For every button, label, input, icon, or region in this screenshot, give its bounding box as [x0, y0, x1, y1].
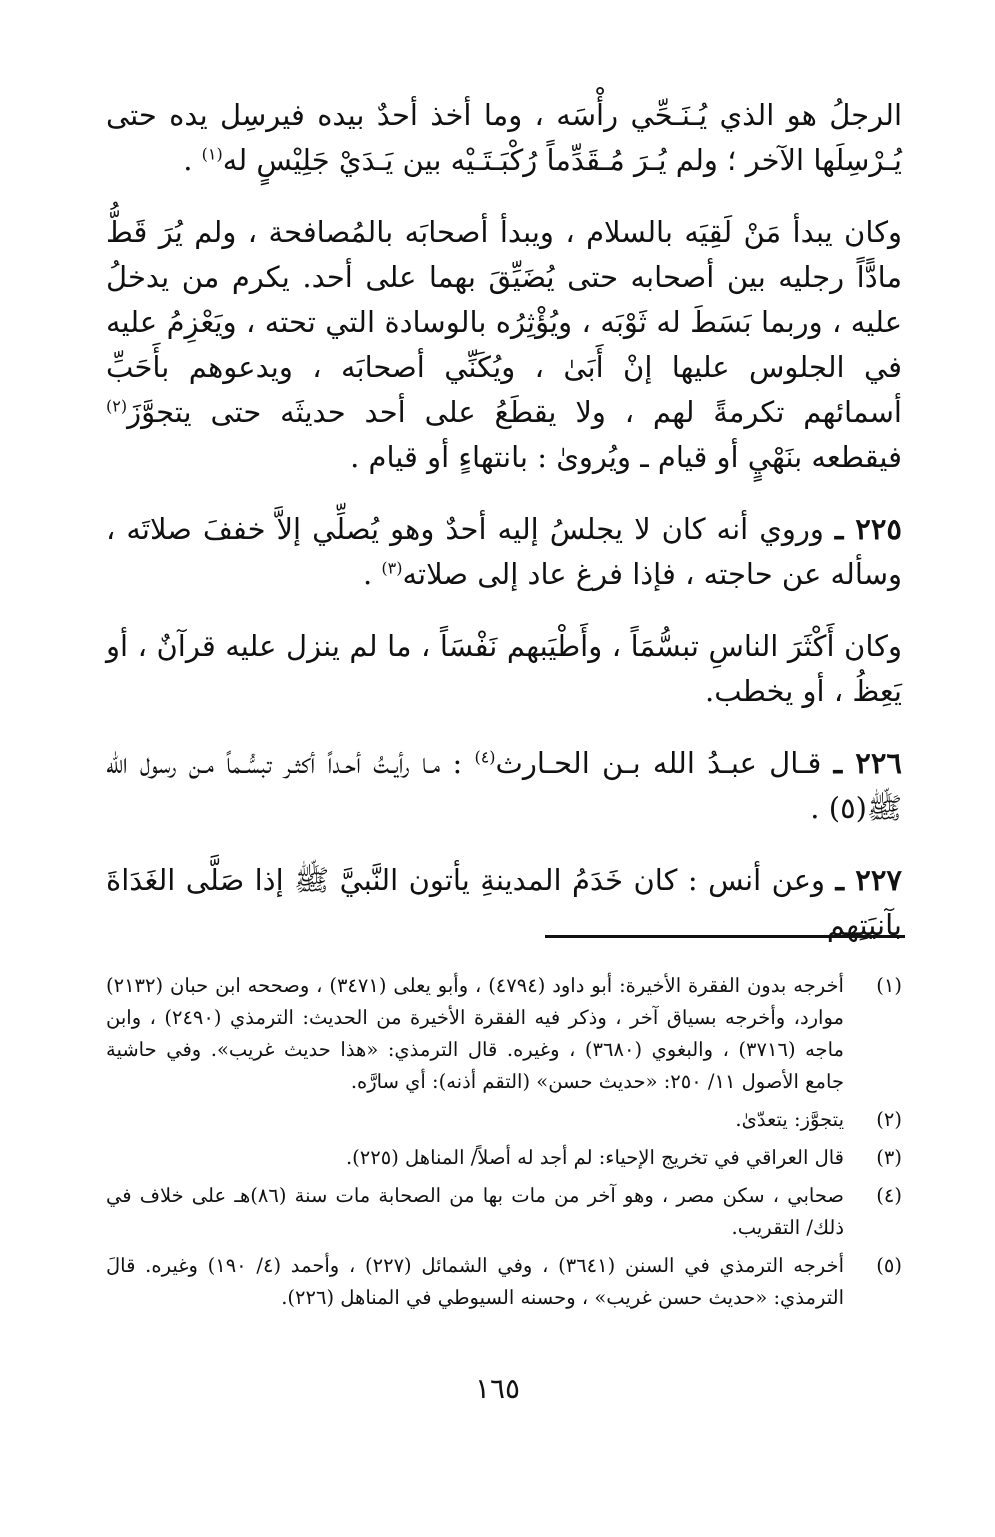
footnote-marker: (١): [876, 974, 902, 997]
footnote-marker: (٤): [876, 1184, 902, 1207]
paragraph-4: [106, 624, 902, 714]
paragraph-tail: : مـا رأيـتُ أحـداً أكثـر تبسُّـماً مـن رسول الله ﷺ(٥) .: [106, 746, 902, 825]
footnote-text: أخرجه الترمذي في السنن (٣٦٤١) ، وفي الشمائل (٢٢٧) ، وأحمد (٤/ ١٩٠) وغيره. قالَ الترمذي: «حديث حسن غريب» ، وحسنه السيوطي في المناهل (٢٢٦).: [106, 1254, 844, 1309]
hadith-number: ٢٢٦ ـ: [833, 746, 902, 780]
footnote-marker: (٢): [876, 1108, 902, 1131]
footnote-ref: (١): [201, 144, 223, 164]
page-number: ١٦٥: [474, 1372, 521, 1405]
paragraph-text: قـال عبـدُ الله بـن الحـارث: [495, 746, 834, 780]
footnote-marker: (٣): [876, 1146, 902, 1169]
paragraph-text: وكان أَكْثَرَ الناسِ تبسُّمَاً ، وأَطْيَبهم نَفْسَاً ، ما لم ينزل عليه قرآنٌ ، أو يَعِظُ ، أو يخطب.: [106, 629, 902, 708]
paragraph-3: [106, 507, 902, 597]
footnote-item: [106, 1180, 902, 1244]
main-text: [106, 93, 902, 975]
footnote-divider: [545, 935, 905, 938]
footnote-item: [106, 970, 902, 1098]
footnote-text: صحابي ، سكن مصر ، وهو آخر من مات بها من الصحابة مات سنة (٨٦)هـ على خلاف في ذلك/ التقريب.: [106, 1184, 844, 1239]
footnotes-section: [106, 970, 902, 1320]
paragraph-tail: .: [362, 557, 382, 591]
hadith-number: ٢٢٥ ـ: [834, 512, 903, 546]
footnote-text: يتجوَّز: يتعدّىٰ.: [735, 1108, 844, 1131]
footnote-text: قال العراقي في تخريج الإحياء: لم أجد له أصلاً/ المناهل (٢٢٥).: [345, 1146, 844, 1169]
paragraph-tail: .: [183, 143, 202, 177]
paragraph-5: [106, 741, 902, 831]
footnote-marker: (٥): [876, 1254, 902, 1277]
paragraph-2: [106, 210, 902, 480]
footnote-item: [106, 1250, 902, 1314]
paragraph-text: وروي أنه كان لا يجلسُ إليه أحدٌ وهو يُصلِّي إلاَّ خففَ صلاتَه ، وسأله عن حاجته ، فإذا فرغ عاد إلى صلاته: [106, 512, 902, 591]
paragraph-text: وكان يبدأ مَنْ لَقِيَه بالسلام ، ويبدأ أصحابَه بالمُصافحة ، ولم يُرَ قَطُّ مادًّاً رجليه بين أصحابه حتى يُضَيِّقَ بهما على أحد. يكرم من يدخلُ عليه ، وربما بَسَطَ له ثَوْبَه ، ويُؤْثِرُه بالوسادة التي تحته ، ويَعْزِمُ عليه في الجلوس عليها إنْ أَبَىٰ ، ويُكَنِّي أصحابَه ، ويدعوهم بأَحَبِّ أسمائهم تكرمةً لهم ، ولا يقطَعُ على أحد حديثَه حتى يتجوَّزَ: [106, 215, 902, 429]
footnote-item: [106, 1142, 902, 1174]
paragraph-text: الرجلُ هو الذي يُـنَـحِّي رأْسَه ، وما أخذ أحدٌ بيده فيرسِل يده حتى يُـرْسِلَها الآخر ؛ ولم يُـرَ مُـقَدِّماً رُكْبَـتَـيْه بين يَـدَيْ جَلِيْسٍ له: [106, 98, 902, 177]
footnote-item: [106, 1104, 902, 1136]
hadith-number: ٢٢٧ ـ: [835, 863, 902, 897]
paragraph-tail: فيقطعه بنَهْيٍ أو قيام ـ ويُروىٰ : بانتهاءٍ أو قيام .: [350, 440, 902, 474]
footnote-ref: (٣): [381, 558, 403, 578]
paragraph-text: وعن أنس : كان خَدَمُ المدينةِ يأتون النَّبيَّ ﷺ إذا صَلَّى الغَدَاةَ بآنيَتِهم: [106, 863, 902, 942]
footnote-text: أخرجه بدون الفقرة الأخيرة: أبو داود (٤٧٩٤) ، وأبو يعلى (٣٤٧١) ، وصححه ابن حبان (٢١٣٢) موارد، وأخرجه بسياق آخر ، وذكر فيه الفقرة الأخيرة من الحديث: الترمذي (٢٤٩٠) ، وابن ماجه (٣٧١٦) ، والبغوي (٣٦٨٠) ، وغيره. قال الترمذي: «هذا حديث غريب». وفي حاشية جامع الأصول ١١/ ٢٥٠: «حديث حسن» (التقم أذنه): أي سارَّه.: [106, 974, 844, 1093]
footnote-ref: (٢): [106, 396, 128, 416]
footnote-ref: (٤): [474, 747, 496, 767]
paragraph-1: [106, 93, 902, 183]
